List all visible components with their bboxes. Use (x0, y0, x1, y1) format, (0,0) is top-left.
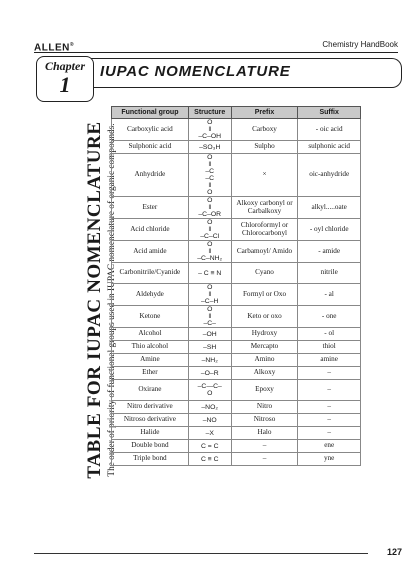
structure-line: ‖ (208, 226, 212, 233)
structure-line: ‖ (208, 248, 212, 255)
suffix-cell: – (298, 427, 361, 440)
structure-line: –NO (202, 416, 217, 424)
table-row (112, 154, 361, 197)
suffix-cell: thiol (298, 341, 361, 354)
suffix-cell: - one (298, 306, 361, 328)
iupac-table (111, 106, 361, 466)
suffix-cell: - oic acid (298, 119, 361, 141)
structure-cell (188, 219, 231, 241)
prefix-cell: Alkoxy (231, 367, 298, 380)
table-row (112, 119, 361, 141)
structure-cell (188, 427, 231, 440)
structure-cell (188, 341, 231, 354)
suffix-cell: yne (298, 453, 361, 466)
prefix-cell: Carboxy (231, 119, 298, 141)
structure-line: C = C (200, 442, 219, 450)
structure-line: ‖ (208, 126, 212, 133)
suffix-cell: sulphonic acid (298, 141, 361, 154)
prefix-cell: Mercapto (231, 341, 298, 354)
structure-cell (188, 263, 231, 284)
suffix-cell: – (298, 367, 361, 380)
structure-cell (188, 440, 231, 453)
prefix-cell: Keto or oxo (231, 306, 298, 328)
table-row (112, 197, 361, 219)
functional-group-cell: Amine (112, 354, 189, 367)
prefix-cell: – (231, 440, 298, 453)
structure-line: C ≡ C (200, 455, 219, 463)
table-row (112, 328, 361, 341)
prefix-cell: Alkoxy carbonyl or Carbalkoxy (231, 197, 298, 219)
structure-line: ‖ (208, 182, 212, 189)
prefix-cell: Sulpho (231, 141, 298, 154)
functional-group-cell: Halide (112, 427, 189, 440)
structure-line: ‖ (208, 313, 212, 320)
suffix-cell: – (298, 401, 361, 414)
chapter-title: IUPAC NOMENCLATURE (100, 63, 291, 80)
structure-line: –X (205, 429, 214, 437)
side-subtitle: The order of priority of functional groups used in IUPAC nomenclature of organic compounds. (107, 123, 117, 477)
functional-group-cell: Thio alcohol (112, 341, 189, 354)
structure-line: –C—C– (197, 383, 222, 390)
structure-line: O (207, 390, 213, 397)
functional-group-cell: Triple bond (112, 453, 189, 466)
table-row (112, 440, 361, 453)
structure-line: –NO₂ (201, 403, 219, 411)
structure-line: ‖ (208, 161, 212, 168)
header-functional-group: Functional group (112, 107, 189, 119)
structure-cell (188, 306, 231, 328)
prefix-cell: Epoxy (231, 380, 298, 401)
structure-line: O (207, 154, 213, 161)
structure-line: –C–OR (198, 211, 222, 218)
chapter-label: Chapter (44, 59, 85, 73)
table-row (112, 453, 361, 466)
structure-cell (188, 367, 231, 380)
functional-group-cell: Ketone (112, 306, 189, 328)
brand-name: ALLEN (34, 42, 70, 54)
prefix-cell: – (231, 453, 298, 466)
structure-cell (188, 401, 231, 414)
prefix-cell: Nitroso (231, 414, 298, 427)
suffix-cell: - al (298, 284, 361, 306)
functional-group-cell: Acid chloride (112, 219, 189, 241)
prefix-cell: Chloroformyl or Chlorocarbonyl (231, 219, 298, 241)
prefix-cell: Formyl or Oxo (231, 284, 298, 306)
suffix-cell: oic-anhydride (298, 154, 361, 197)
table-row (112, 263, 361, 284)
structure-line: O (207, 189, 213, 196)
structure-line: –C (205, 175, 215, 182)
table-row (112, 219, 361, 241)
table-header-row (112, 107, 361, 119)
header-rule (34, 52, 398, 53)
functional-group-cell: Acid amide (112, 241, 189, 263)
functional-group-cell: Anhydride (112, 154, 189, 197)
suffix-cell: - ol (298, 328, 361, 341)
functional-group-cell: Aldehyde (112, 284, 189, 306)
chapter-number: 1 (59, 72, 71, 97)
table-row (112, 284, 361, 306)
table-row (112, 367, 361, 380)
structure-line: –C–NH₂ (197, 255, 223, 262)
prefix-cell: Amino (231, 354, 298, 367)
structure-cell (188, 284, 231, 306)
prefix-cell: Hydroxy (231, 328, 298, 341)
table-row (112, 141, 361, 154)
table-row (112, 401, 361, 414)
suffix-cell: amine (298, 354, 361, 367)
structure-line: –C (205, 168, 215, 175)
footer-rule (34, 553, 368, 554)
structure-cell (188, 453, 231, 466)
suffix-cell: nitrile (298, 263, 361, 284)
structure-line: –SH (203, 343, 217, 351)
functional-group-cell: Nitroso derivative (112, 414, 189, 427)
structure-cell (188, 141, 231, 154)
brand-mark: ® (69, 42, 75, 48)
suffix-cell: ene (298, 440, 361, 453)
structure-line: –O–R (200, 369, 219, 377)
structure-cell (188, 380, 231, 401)
functional-group-cell: Oxirane (112, 380, 189, 401)
page-number: 127 (386, 547, 402, 557)
table-body (112, 119, 361, 466)
functional-group-cell: Alcohol (112, 328, 189, 341)
prefix-cell: Cyano (231, 263, 298, 284)
table-row (112, 414, 361, 427)
structure-line: O (207, 197, 213, 204)
suffix-cell: – (298, 414, 361, 427)
structure-line: O (207, 284, 213, 291)
table-row (112, 354, 361, 367)
structure-line: O (207, 241, 213, 248)
structure-cell (188, 414, 231, 427)
structure-line: –C–H (201, 298, 219, 305)
prefix-cell: Nitro (231, 401, 298, 414)
table-row (112, 380, 361, 401)
structure-line: O (207, 306, 213, 313)
structure-line: –C– (203, 320, 216, 327)
suffix-cell: - oyl chloride (298, 219, 361, 241)
prefix-cell: × (231, 154, 298, 197)
structure-line: ‖ (208, 291, 212, 298)
functional-group-cell: Nitro derivative (112, 401, 189, 414)
table-row (112, 341, 361, 354)
suffix-cell: alkyl.....oate (298, 197, 361, 219)
suffix-cell: - amide (298, 241, 361, 263)
header-structure: Structure (188, 107, 231, 119)
structure-cell (188, 119, 231, 141)
handbook-title: Chemistry HandBook (322, 40, 398, 49)
table-row (112, 241, 361, 263)
structure-line: –C–OH (198, 133, 222, 140)
structure-line: –OH (202, 330, 217, 338)
functional-group-cell: Ether (112, 367, 189, 380)
structure-cell (188, 328, 231, 341)
structure-cell (188, 154, 231, 197)
side-title: TABLE FOR IUPAC NOMENCLATURE (84, 121, 105, 479)
chapter-badge (36, 56, 94, 102)
table-row (112, 306, 361, 328)
functional-group-cell: Ester (112, 197, 189, 219)
suffix-cell: – (298, 380, 361, 401)
header-suffix: Suffix (298, 107, 361, 119)
structure-cell (188, 241, 231, 263)
functional-group-cell: Carbonitrile/Cyanide (112, 263, 189, 284)
prefix-cell: Carbamoyl/ Amido (231, 241, 298, 263)
functional-group-cell: Carboxylic acid (112, 119, 189, 141)
structure-line: – C ≡ N (198, 269, 222, 277)
table-row (112, 427, 361, 440)
structure-line: O (207, 119, 213, 126)
functional-group-cell: Double bond (112, 440, 189, 453)
structure-cell (188, 197, 231, 219)
header-prefix: Prefix (231, 107, 298, 119)
structure-cell (188, 354, 231, 367)
structure-line: ‖ (208, 204, 212, 211)
structure-line: –C–Cl (200, 233, 220, 240)
structure-line: –SO₃H (199, 143, 221, 151)
structure-line: O (207, 219, 213, 226)
structure-line: –NH₂ (201, 356, 218, 364)
functional-group-cell: Sulphonic acid (112, 141, 189, 154)
prefix-cell: Halo (231, 427, 298, 440)
